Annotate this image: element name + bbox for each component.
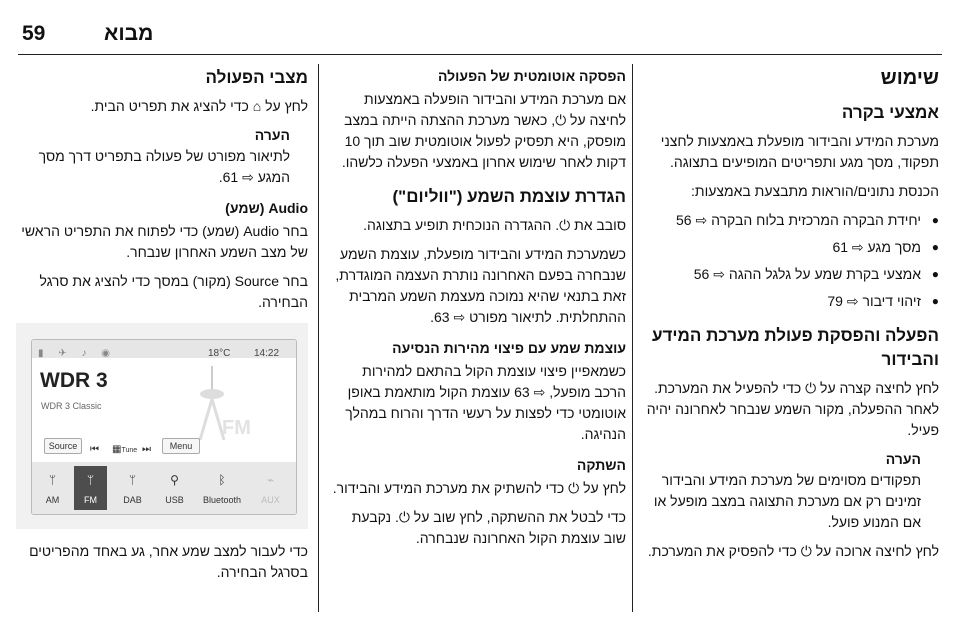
bluetooth-icon: ᛒ — [218, 473, 226, 487]
column-left — [18, 66, 308, 591]
status-icons: ▮ ✈ ♪ ◉ — [38, 348, 116, 359]
subheading-onoff: הפעלה והפסקת פעולת מערכת המידע והבידור — [652, 326, 939, 369]
note-text: תפקודים מסוימים של מערכת המידע והבידור זמינים רק אם מערכת התצוגה במצב מופעל או אם המנוע פועל. — [653, 472, 921, 530]
paragraph: לחץ על ⏻ כדי להשתיק את מערכת המידע והבידור. — [332, 480, 626, 496]
station-name: WDR 3 — [40, 369, 108, 392]
tune-icon[interactable]: ▦Tune — [112, 444, 138, 455]
section-heading: שימוש — [880, 67, 939, 89]
screen-illustration — [16, 323, 308, 529]
column-right — [641, 66, 939, 570]
paragraph: אם מערכת המידע והבידור הופעלה באמצעות לחיצה על ⏻, כאשר מערכת ההצתה הייתה במצב מופסק, היא תפסיק לפעול אוטומטית שוב תוך 10 דקות לאחר שימוש אחרון באמצעי הפעלה כלשהו. — [341, 91, 626, 170]
paragraph: כשמערכת המידע והבידור מופעלת, עוצמת השמע שנבחרה בפעם האחרונה נותרת העצמה המוגדרת, זאת בתנאי שהיא נמוכה מעצמת השמע המרבית ההתחלתית. לתיאור מפורט ⇨ 63. — [335, 246, 626, 325]
section-title: מבוא — [104, 22, 154, 45]
paragraph: לחץ לחיצה ארוכה על ⏻ כדי להפסיק את המערכת. — [647, 543, 939, 559]
subheading-auto-off: הפסקה אוטומטית של הפעולה — [438, 68, 626, 84]
list-item: ● זיהוי דיבור ⇨ 79 — [641, 291, 939, 312]
source-button[interactable]: Source — [44, 438, 82, 454]
infotainment-screen — [31, 339, 297, 515]
clock-readout: 14:22 — [254, 348, 280, 359]
tile-aux[interactable] — [254, 466, 287, 510]
page-header — [0, 0, 960, 60]
tune-label: Tune — [121, 447, 138, 454]
column-divider — [632, 64, 633, 612]
band-watermark: FM — [222, 417, 251, 439]
list-item: ● אמצעי בקרת שמע על גלגל ההגה ⇨ 56 — [641, 264, 939, 285]
paragraph: בחר Source (מקור) במסך כדי להציג את סרגל הבחירה. — [39, 273, 308, 310]
paragraph: כשמאפיין פיצוי עוצמת הקול בהתאם למהירות הרכב מופעל, ⇨ 63 עוצמת הקול מותאמת באופן אוטומטי כדי לפצות על רעשי הדרך והרוח במהלך הנהיגה. — [345, 363, 626, 442]
page-number: 59 — [22, 22, 46, 45]
antenna-icon: ᛘ — [128, 473, 137, 487]
list-item: ● יחידת הבקרה המרכזית בלוח הבקרה ⇨ 56 — [641, 210, 939, 231]
column-divider — [318, 64, 319, 612]
paragraph: לחץ על ⌂ כדי להציג את תפריט הבית. — [90, 98, 308, 114]
antenna-icon: ᛘ — [86, 473, 95, 487]
usb-icon: ⚲ — [170, 473, 179, 487]
paragraph: כדי לעבור למצב שמע אחר, גע באחד מהפריטים בסרגל הבחירה. — [29, 543, 308, 580]
note-box — [18, 125, 308, 188]
subheading-controls: אמצעי בקרה — [841, 103, 939, 122]
paragraph: בחר Audio (שמע) כדי לפתוח את התפריט הראשי של מצב השמע האחרון שנבחר. — [21, 223, 308, 260]
status-bar — [32, 340, 296, 358]
input-method-list — [641, 210, 939, 312]
tile-usb[interactable] — [158, 466, 191, 510]
control-row — [32, 436, 296, 456]
paragraph: הכנסת נתונים/הוראות מתבצעת באמצעות: — [691, 183, 939, 199]
paragraph: כדי לבטל את ההשתקה, לחץ שוב על ⏻. נקבעת שוב עוצמת הקול האחרונה שנבחרה. — [351, 509, 626, 546]
subheading-volume: הגדרת עוצמת השמע ("ווליום") — [392, 187, 626, 206]
tile-bluetooth[interactable] — [202, 466, 242, 510]
tile-dab[interactable] — [116, 466, 149, 510]
tile-label: AM — [45, 495, 60, 505]
tile-label: FM — [84, 495, 97, 505]
tile-am[interactable] — [36, 466, 69, 510]
source-selection-bar — [32, 462, 296, 514]
seek-forward-icon[interactable]: ⏭ — [142, 444, 151, 455]
header-rule — [18, 54, 942, 55]
note-box — [641, 449, 939, 533]
subheading-audio: Audio (שמע) — [225, 200, 308, 216]
tile-label: AUX — [261, 495, 280, 505]
antenna-icon: ᛘ — [48, 473, 57, 487]
subheading-speed-volume: עוצמת שמע עם פיצוי מהירות הנסיעה — [392, 340, 626, 356]
station-subtitle: WDR 3 Classic — [41, 401, 102, 411]
paragraph: מערכת המידע והבידור מופעלת באמצעות לחצני תפקוד, מסך מגע ותפריטים המופיעים בתצוגה. — [660, 133, 939, 170]
aux-icon: ⌁ — [266, 473, 275, 487]
list-item: ● מסך מגע ⇨ 61 — [641, 237, 939, 258]
paragraph: סובב את ⏻. ההגדרה הנוכחית תופיע בתצוגה. — [363, 217, 626, 233]
tile-label: DAB — [123, 495, 142, 505]
tile-label: USB — [165, 495, 184, 505]
subheading-mute: השתקה — [576, 457, 626, 473]
note-title: הערה — [254, 127, 290, 143]
subheading-modes: מצבי הפעולה — [205, 68, 308, 87]
tile-fm[interactable] — [74, 466, 107, 510]
temperature-readout: 18°C — [208, 348, 231, 359]
seek-back-icon[interactable]: ⏮ — [90, 444, 99, 455]
note-text: לתיאור מפורט של פעולה בתפריט דרך מסך המגע ⇨ 61. — [38, 148, 290, 185]
column-middle — [328, 66, 626, 557]
tile-label: Bluetooth — [202, 495, 242, 505]
note-title: הערה — [885, 451, 921, 467]
paragraph: לחץ לחיצה קצרה על ⏻ כדי להפעיל את המערכת. לאחר ההפעלה, מקור השמע שנבחר לאחרונה יהיה פעיל. — [646, 380, 939, 438]
menu-button[interactable]: Menu — [162, 438, 200, 454]
